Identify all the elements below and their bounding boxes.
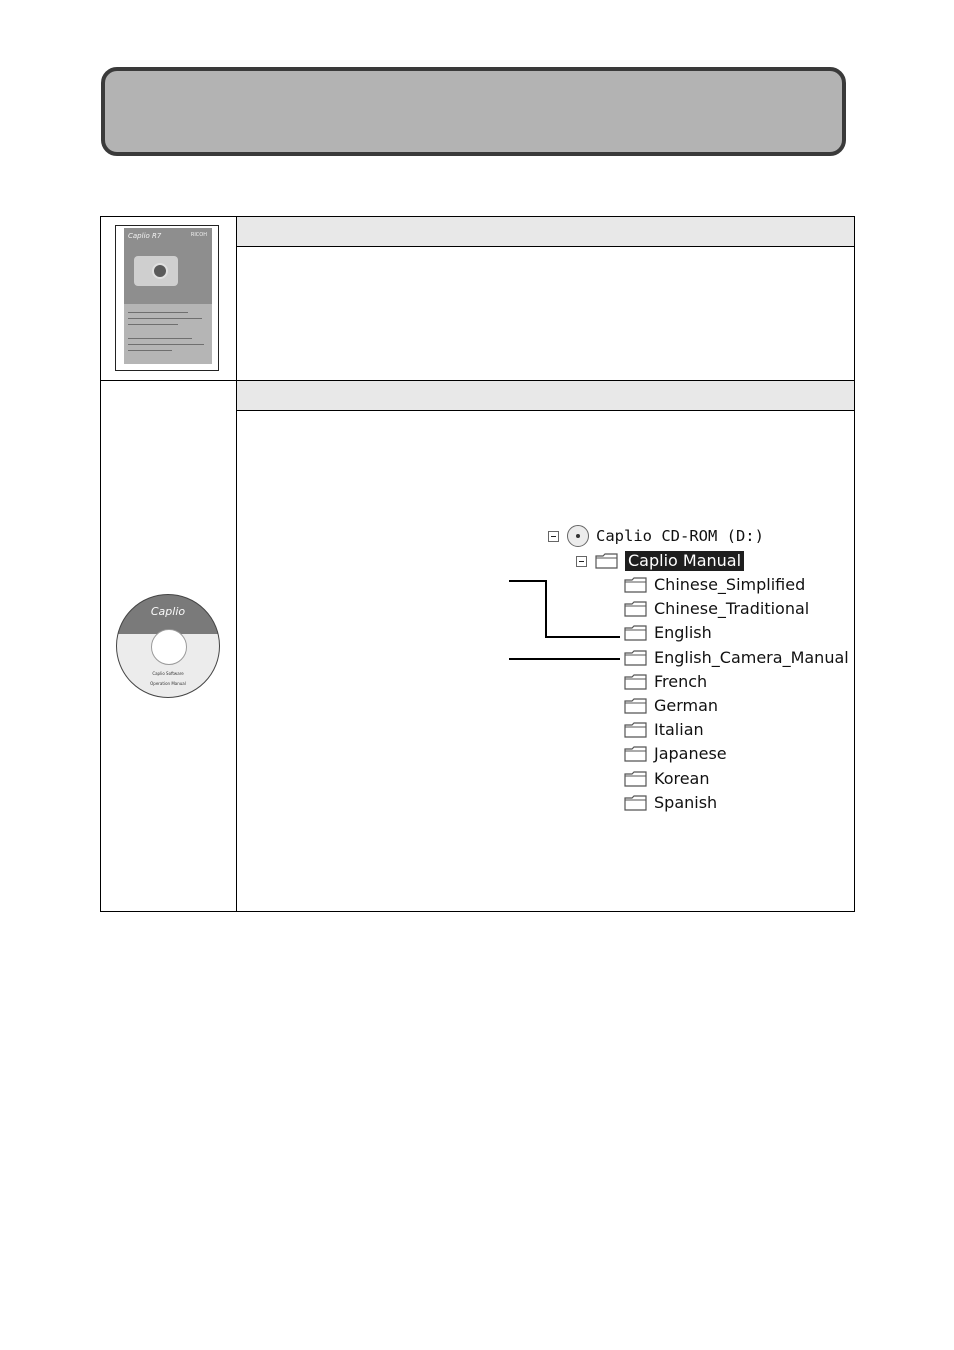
tree-node-label: French — [654, 671, 708, 691]
tree-node-folder[interactable] — [624, 670, 707, 694]
booklet-title: Caplio R7 — [128, 232, 162, 240]
booklet-brand: RICOH — [190, 232, 207, 238]
tree-node-label: Spanish — [654, 792, 718, 812]
tree-node-cd-rom[interactable] — [548, 524, 764, 548]
tree-node-folder[interactable] — [624, 573, 805, 597]
folder-icon — [624, 770, 648, 788]
folder-icon — [624, 697, 648, 715]
tree-node-folder[interactable] — [624, 718, 704, 742]
callout-line — [545, 636, 620, 638]
tree-node-folder[interactable] — [624, 646, 849, 670]
tree-node-label: Korean — [654, 768, 710, 788]
folder-icon — [624, 673, 648, 691]
tree-node-folder[interactable] — [624, 767, 710, 791]
folder-icon — [624, 745, 648, 763]
tree-node-label: German — [654, 696, 719, 715]
folder-icon — [624, 600, 648, 618]
tree-node-label: Chinese_Traditional — [654, 599, 810, 619]
tree-node-caplio-manual[interactable] — [576, 549, 744, 573]
tree-node-label: English_Camera_Manual — [654, 647, 849, 667]
folder-icon — [624, 624, 648, 642]
tree-node-label: Chinese_Simplified — [654, 575, 806, 594]
callout-line — [509, 658, 620, 660]
tree-node-folder[interactable] — [624, 791, 717, 815]
folder-icon — [624, 794, 648, 812]
tree-node-label: Italian — [654, 720, 704, 740]
cd-drive-icon — [567, 525, 589, 547]
cd-text-line2: Operation Manual — [150, 681, 186, 686]
tree-node-label: Japanese — [654, 744, 727, 764]
cd-label: Caplio — [150, 605, 186, 618]
folder-icon — [624, 721, 648, 739]
folder-open-icon — [595, 552, 619, 570]
tree-node-folder[interactable] — [624, 742, 727, 766]
folder-icon — [624, 649, 648, 667]
tree-node-folder[interactable] — [624, 694, 718, 718]
tree-node-label: Caplio Manual — [625, 551, 744, 571]
collapse-icon[interactable] — [548, 531, 559, 542]
callout-line — [545, 580, 547, 638]
tree-node-label: English — [654, 623, 712, 643]
collapse-icon[interactable] — [576, 556, 587, 567]
cd-text-line1: Caplio Software — [152, 671, 184, 676]
callout-line — [509, 580, 546, 582]
tree-node-label: Caplio CD-ROM (D:) — [596, 527, 764, 545]
folder-icon — [624, 576, 648, 594]
tree-node-folder[interactable] — [624, 621, 712, 645]
tree-node-folder[interactable] — [624, 597, 809, 621]
